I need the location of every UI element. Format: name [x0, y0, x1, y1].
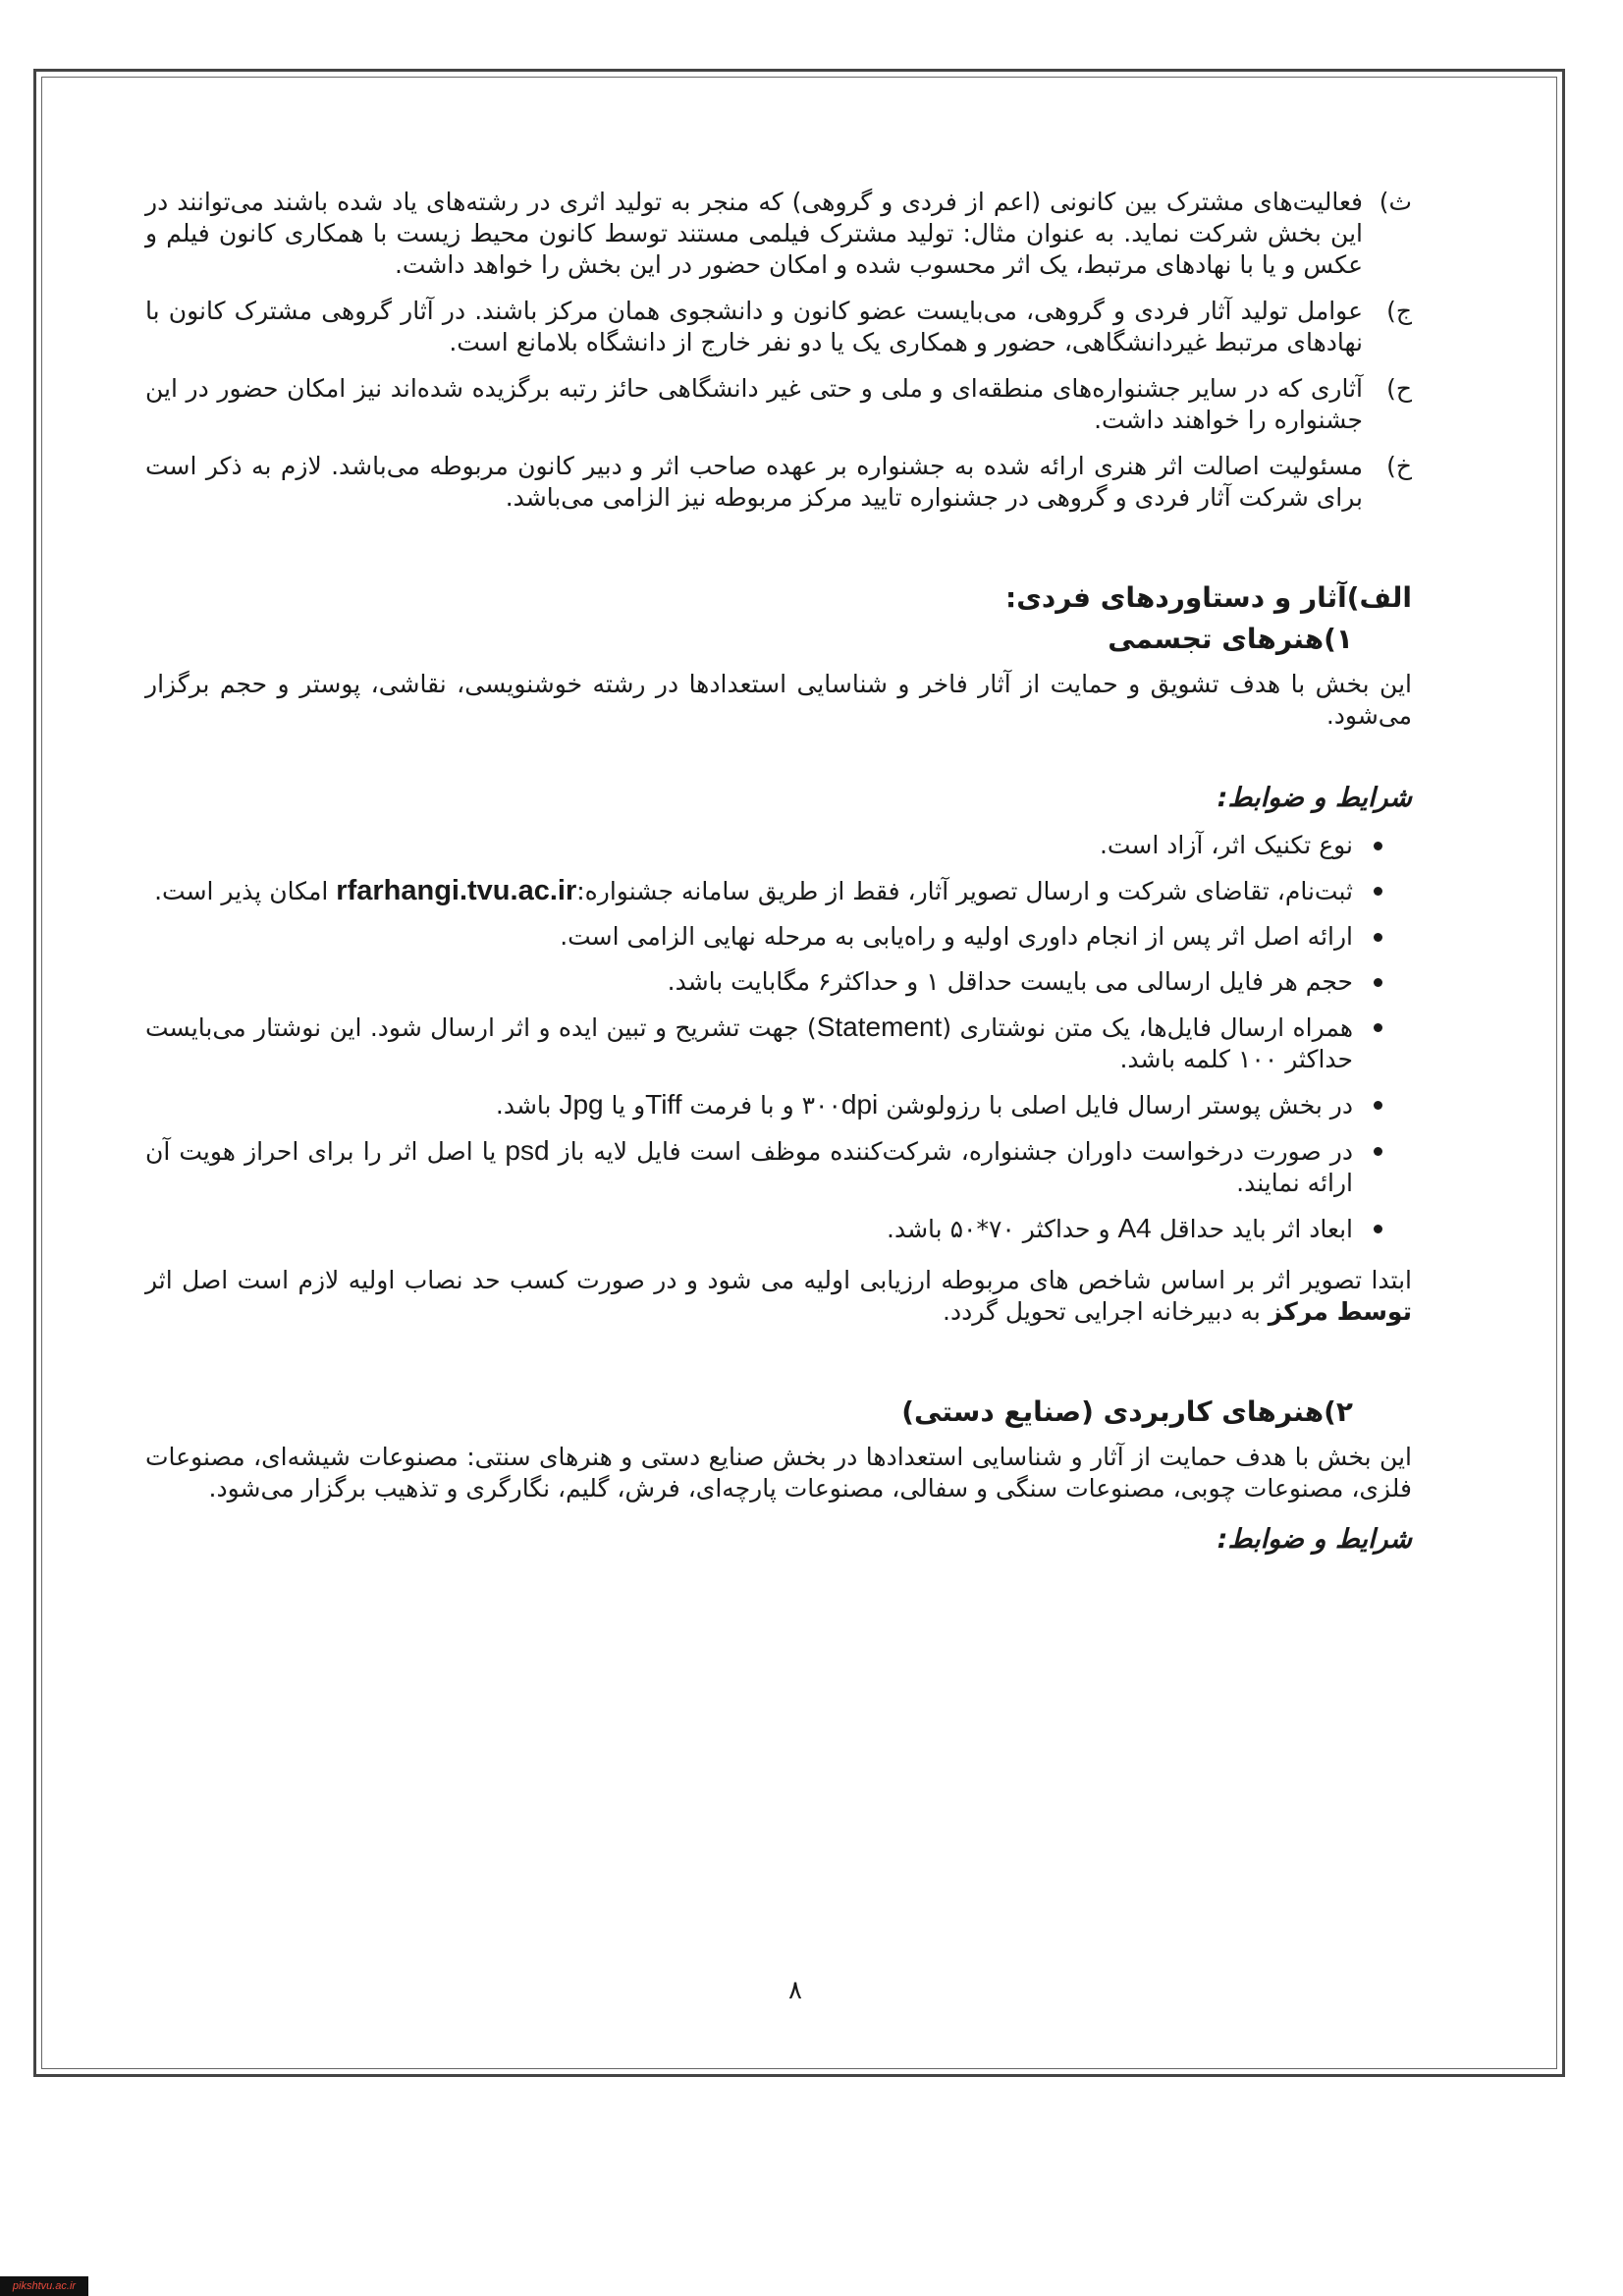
rule-marker: ح) [1386, 374, 1412, 403]
rule-item [145, 373, 1412, 436]
evaluation-note: ابتدا تصویر اثر بر اساس شاخص های مربوطه ارزیابی اولیه می شود و در صورت کسب حد نصاب اولیه لازم است اصل اثر توسط مرکز به دبیرخانه اجرایی تحویل گردد. [145, 1266, 1412, 1326]
condition-item: حجم هر فایل ارسالی می بایست حداقل ۱ و حداکثر۶ مگابایت باشد. [145, 966, 1412, 998]
rule-text: عوامل تولید آثار فردی و گروهی، می‌بایست عضو کانون و دانشجوی همان مرکز باشند. در آثار گروهی مشترک کانون با نهادهای مرتبط غیردانشگاهی، حضور و همکاری یک یا دو نفر خارج از دانشگاه بلامانع است. [145, 297, 1363, 356]
visual-arts-intro: این بخش با هدف تشویق و حمایت از آثار فاخر و شناسایی استعدادها در رشته خوشنویسی، نقاشی، پوستر و حجم برگزار می‌شود. [145, 670, 1412, 730]
rule-marker: ث) [1379, 188, 1412, 216]
rule-item [145, 296, 1412, 358]
page-number: ۸ [788, 1976, 802, 2005]
conditions-list [145, 830, 1412, 1245]
watermark-logo: pikshtvu.ac.ir [0, 2276, 88, 2296]
conditions-title: شرایط و ضوابط: [1217, 783, 1412, 813]
condition-item: همراه ارسال فایل‌ها، یک متن نوشتاری (Statement) جهت تشریح و تبین ایده و اثر ارسال شود. این نوشتار می‌بایست حداکثر ۱۰۰ کلمه باشد. [145, 1011, 1412, 1075]
rule-item [145, 187, 1412, 281]
document-body [145, 187, 1412, 1571]
condition-item: در صورت درخواست داوران جشنواره، شرکت‌کننده موظف است فایل لایه باز psd یا اصل اثر را برای احراز هویت آن ارائه نمایند. [145, 1135, 1412, 1199]
section-a-title: الف)آثار و دستاوردهای فردی: [1005, 581, 1412, 614]
rule-text: فعالیت‌های مشترک بین کانونی (اعم از فردی و گروهی) که منجر به تولید اثری در رشته‌های یاد شده باشند می‌توانند در این بخش شرکت نماید. به عنوان مثال: تولید مشترک فیلمی مستند توسط کانون محیط زیست با همکاری کانون فیلم و عکس و یا با نهادهای مرتبط، یک اثر محسوب شده و امکان حضور در این بخش را خواهد داشت. [145, 188, 1363, 279]
festival-website-link[interactable]: rfarhangi.tvu.ac.ir [336, 875, 577, 906]
condition-item: ابعاد اثر باید حداقل A4 و حداکثر ۷۰*۵۰ باشد. [145, 1213, 1412, 1245]
applied-arts-intro: این بخش با هدف حمایت از آثار و شناسایی استعدادها در بخش صنایع دستی و هنرهای سنتی: مصنوعات شیشه‌ای، مصنوعات فلزی، مصنوعات چوبی، مصنوعات سنگی و سفالی، مصنوعات پارچه‌ای، فرش، گلیم، نگارگری و تذهیب برگزار می‌شود. [145, 1443, 1412, 1503]
rule-text: مسئولیت اصالت اثر هنری ارائه شده به جشنواره بر عهده صاحب اثر و دبیر کانون مربوطه می‌باشد. لازم به ذکر است برای شرکت آثار فردی و گروهی در جشنواره تایید مرکز مربوطه نیز الزامی می‌باشد. [145, 452, 1363, 512]
rule-item [145, 451, 1412, 514]
conditions-title: شرایط و ضوابط: [1217, 1524, 1412, 1555]
condition-item: در بخش پوستر ارسال فایل اصلی با رزولوشن ۳۰۰dpi و با فرمت Tiffو یا Jpg باشد. [145, 1089, 1412, 1121]
condition-item: ارائه اصل اثر پس از انجام داوری اولیه و راه‌یابی به مرحله نهایی الزامی است. [145, 921, 1412, 953]
condition-item: نوع تکنیک اثر، آزاد است. [145, 830, 1412, 861]
rule-marker: خ) [1386, 452, 1412, 480]
visual-arts-title: ۱)هنرهای تجسمی [1108, 623, 1353, 655]
applied-arts-title: ۲)هنرهای کاربردی (صنایع دستی) [901, 1395, 1353, 1428]
condition-item: ثبت‌نام، تقاضای شرکت و ارسال تصویر آثار، فقط از طریق سامانه جشنواره:rfarhangi.tvu.ac.ir امکان پذیر است. [145, 875, 1412, 907]
rule-text: آثاری که در سایر جشنواره‌های منطقه‌ای و ملی و حتی غیر دانشگاهی حائز رتبه برگزیده شده‌اند نیز امکان حضور در این جشنواره را خواهند داشت. [145, 374, 1363, 434]
rule-marker: ج) [1386, 297, 1412, 325]
